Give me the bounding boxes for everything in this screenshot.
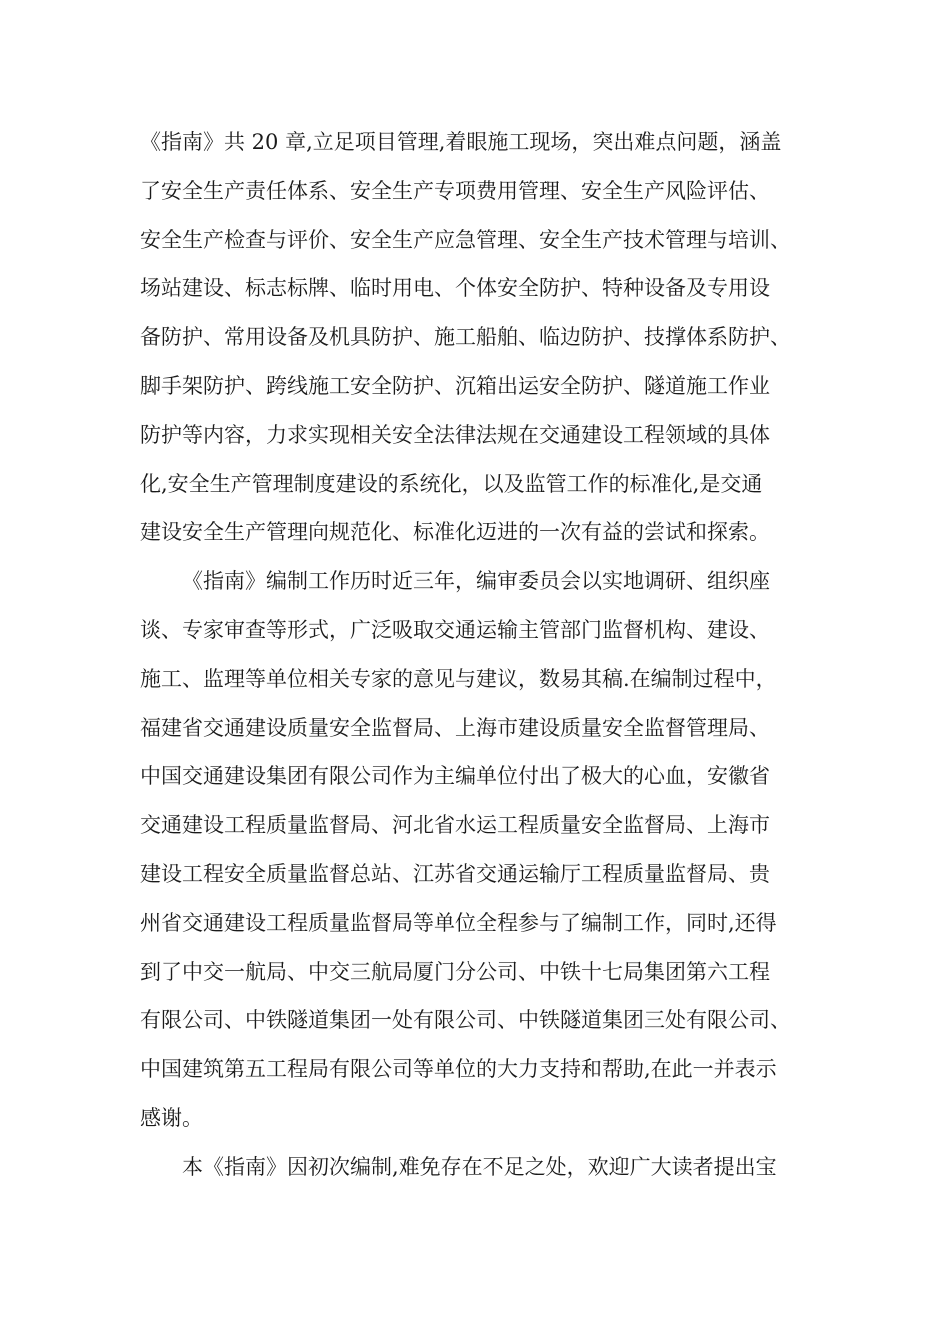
paragraph-1 xyxy=(140,118,840,557)
paragraph-line: 备防护、常用设备及机具防护、施工船舶、临边防护、技撑体系防护、 xyxy=(140,325,791,350)
paragraph-line: 有限公司、中铁隧道集团一处有限公司、中铁隧道集团三处有限公司、 xyxy=(140,1008,791,1033)
paragraph-line: 防护等内容，力求实现相关安全法律法规在交通建设工程领域的具体 xyxy=(140,422,770,447)
paragraph-line: 中国建筑第五工程局有限公司等单位的大力支持和帮助,在此一并表示 xyxy=(140,1057,777,1082)
paragraph-line: 州省交通建设工程质量监督局等单位全程参与了编制工作，同时,还得 xyxy=(140,910,777,935)
paragraph-line: 《指南》编制工作历时近三年，编审委员会以实地调研、组织座 xyxy=(182,569,770,594)
paragraph-line: 施工、监理等单位相关专家的意见与建议，数易其稿.在编制过程中， xyxy=(140,666,777,691)
document-body xyxy=(140,118,840,1192)
paragraph-line: 场站建设、标志标牌、临时用电、个体安全防护、特种设备及专用设 xyxy=(140,276,770,301)
paragraph-line: 《指南》共 20 章,立足项目管理,着眼施工现场，突出难点问题，涵盖 xyxy=(140,130,782,154)
paragraph-line: 化,安全生产管理制度建设的系统化，以及监管工作的标准化,是交通 xyxy=(140,471,763,496)
paragraph-line: 感谢。 xyxy=(140,1105,203,1130)
paragraph-line: 谈、专家审查等形式，广泛吸取交通运输主管部门监督机构、建设、 xyxy=(140,617,770,642)
paragraph-line: 建设工程安全质量监督总站、江苏省交通运输厅工程质量监督局、贵 xyxy=(140,861,770,886)
paragraph-line: 建设安全生产管理向规范化、标准化迈进的一次有益的尝试和探索。 xyxy=(140,520,770,545)
paragraph-2 xyxy=(140,557,840,1143)
paragraph-line: 福建省交通建设质量安全监督局、上海市建设质量安全监督管理局、 xyxy=(140,715,770,740)
paragraph-line: 交通建设工程质量监督局、河北省水运工程质量安全监督局、上海市 xyxy=(140,813,770,838)
paragraph-line: 本《指南》因初次编制,难免存在不足之处，欢迎广大读者提出宝 xyxy=(182,1154,777,1179)
paragraph-3 xyxy=(140,1143,840,1192)
paragraph-line: 安全生产检查与评价、安全生产应急管理、安全生产技术管理与培训、 xyxy=(140,227,791,252)
paragraph-line: 脚手架防护、跨线施工安全防护、沉箱出运安全防护、隧道施工作业 xyxy=(140,373,770,398)
paragraph-line: 了安全生产责任体系、安全生产专项费用管理、安全生产风险评估、 xyxy=(140,178,770,203)
paragraph-line: 中国交通建设集团有限公司作为主编单位付出了极大的心血，安徽省 xyxy=(140,764,770,789)
paragraph-line: 到了中交一航局、中交三航局厦门分公司、中铁十七局集团第六工程 xyxy=(140,959,770,984)
